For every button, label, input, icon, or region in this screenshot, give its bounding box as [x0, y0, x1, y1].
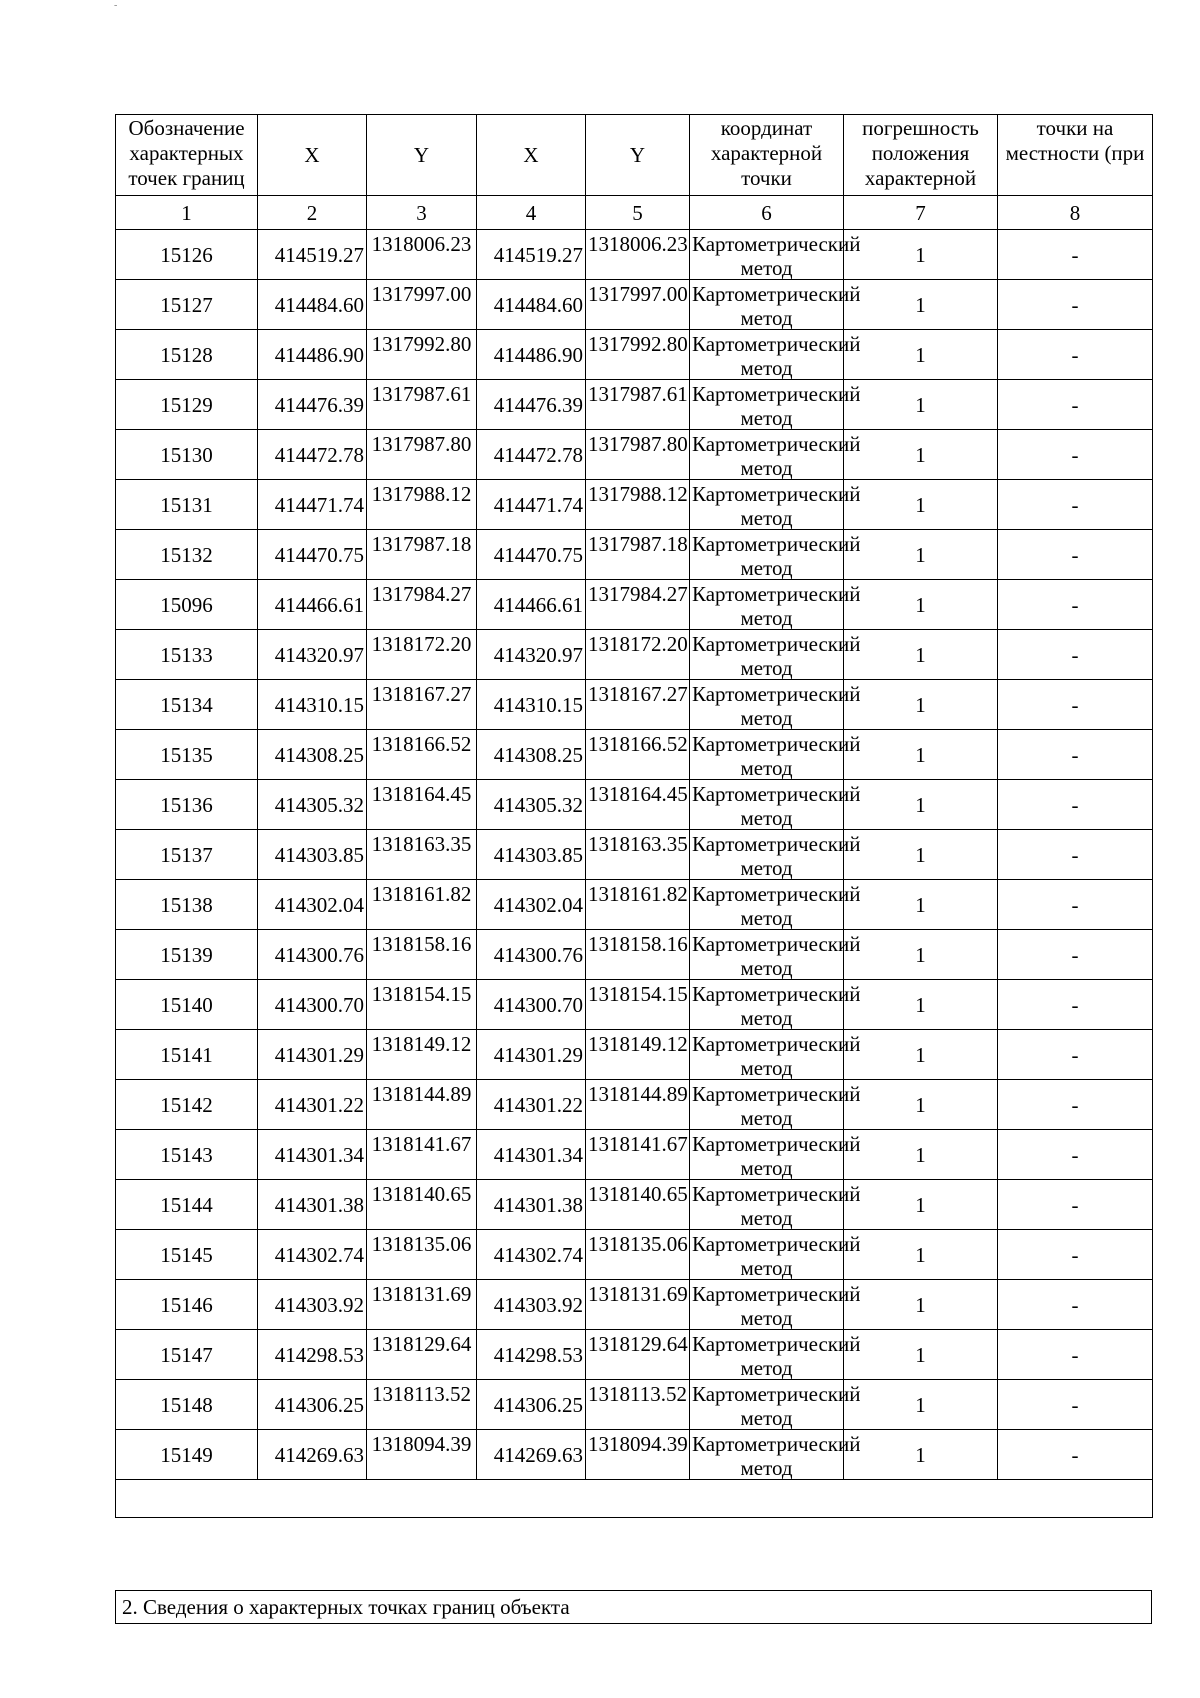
y-coordinate-cell-2: 1317984.27 — [586, 580, 690, 630]
x-coordinate-cell-2: 414300.76 — [477, 930, 586, 980]
x-coordinate-cell: 414470.75 — [258, 530, 367, 580]
x-coordinate-cell-2: 414303.92 — [477, 1280, 586, 1330]
point-id-cell: 15147 — [116, 1330, 258, 1380]
x-coordinate-cell-2: 414301.29 — [477, 1030, 586, 1080]
accuracy-cell: 1 — [844, 1330, 998, 1380]
method-cell: Картометрический метод — [690, 1180, 844, 1230]
note-cell: - — [998, 1430, 1153, 1480]
accuracy-cell: 1 — [844, 1280, 998, 1330]
note-cell: - — [998, 930, 1153, 980]
column-number: 3 — [367, 196, 477, 230]
x-coordinate-cell: 414302.74 — [258, 1230, 367, 1280]
y-coordinate-cell-2: 1317988.12 — [586, 480, 690, 530]
x-coordinate-cell-2: 414486.90 — [477, 330, 586, 380]
y-coordinate-cell: 1318131.69 — [367, 1280, 477, 1330]
table-row — [116, 530, 1153, 580]
x-coordinate-cell-2: 414302.74 — [477, 1230, 586, 1280]
accuracy-cell: 1 — [844, 1380, 998, 1430]
x-coordinate-cell-2: 414302.04 — [477, 880, 586, 930]
accuracy-cell: 1 — [844, 830, 998, 880]
accuracy-cell: 1 — [844, 380, 998, 430]
note-cell: - — [998, 1130, 1153, 1180]
x-coordinate-cell: 414301.38 — [258, 1180, 367, 1230]
header-x: X — [258, 115, 367, 196]
note-cell: - — [998, 580, 1153, 630]
y-coordinate-cell: 1318135.06 — [367, 1230, 477, 1280]
header-y: Y — [367, 115, 477, 196]
y-coordinate-cell-2: 1318131.69 — [586, 1280, 690, 1330]
x-coordinate-cell-2: 414308.25 — [477, 730, 586, 780]
table-row — [116, 930, 1153, 980]
accuracy-cell: 1 — [844, 580, 998, 630]
point-id-cell: 15134 — [116, 680, 258, 730]
y-coordinate-cell-2: 1318164.45 — [586, 780, 690, 830]
accuracy-cell: 1 — [844, 480, 998, 530]
table-row — [116, 380, 1153, 430]
point-id-cell: 15130 — [116, 430, 258, 480]
y-coordinate-cell-2: 1318166.52 — [586, 730, 690, 780]
y-coordinate-cell-2: 1318149.12 — [586, 1030, 690, 1080]
x-coordinate-cell: 414519.27 — [258, 230, 367, 280]
y-coordinate-cell: 1318144.89 — [367, 1080, 477, 1130]
point-id-cell: 15138 — [116, 880, 258, 930]
point-id-cell: 15137 — [116, 830, 258, 880]
table-row — [116, 1080, 1153, 1130]
note-cell: - — [998, 1030, 1153, 1080]
table-row — [116, 330, 1153, 380]
table-row — [116, 280, 1153, 330]
method-cell: Картометрический метод — [690, 530, 844, 580]
x-coordinate-cell: 414301.29 — [258, 1030, 367, 1080]
point-id-cell: 15126 — [116, 230, 258, 280]
coordinates-table — [115, 114, 1153, 1518]
x-coordinate-cell: 414301.22 — [258, 1080, 367, 1130]
y-coordinate-cell-2: 1318172.20 — [586, 630, 690, 680]
note-cell: - — [998, 730, 1153, 780]
x-coordinate-cell: 414302.04 — [258, 880, 367, 930]
x-coordinate-cell: 414320.97 — [258, 630, 367, 680]
y-coordinate-cell: 1317997.00 — [367, 280, 477, 330]
method-cell: Картометрический метод — [690, 730, 844, 780]
column-number: 5 — [586, 196, 690, 230]
y-coordinate-cell-2: 1318094.39 — [586, 1430, 690, 1480]
accuracy-cell: 1 — [844, 530, 998, 580]
note-cell: - — [998, 780, 1153, 830]
note-cell: - — [998, 680, 1153, 730]
y-coordinate-cell: 1317987.18 — [367, 530, 477, 580]
y-coordinate-cell-2: 1318140.65 — [586, 1180, 690, 1230]
point-id-cell: 15132 — [116, 530, 258, 580]
method-cell: Картометрический метод — [690, 830, 844, 880]
x-coordinate-cell: 414298.53 — [258, 1330, 367, 1380]
accuracy-cell: 1 — [844, 630, 998, 680]
header-coordinate-method: координат характерной точки — [690, 115, 844, 196]
point-id-cell: 15135 — [116, 730, 258, 780]
table-row — [116, 880, 1153, 930]
table-row — [116, 230, 1153, 280]
point-id-cell: 15146 — [116, 1280, 258, 1330]
method-cell: Картометрический метод — [690, 1080, 844, 1130]
note-cell: - — [998, 1330, 1153, 1380]
point-id-cell: 15129 — [116, 380, 258, 430]
y-coordinate-cell: 1318129.64 — [367, 1330, 477, 1380]
x-coordinate-cell: 414303.85 — [258, 830, 367, 880]
note-cell: - — [998, 480, 1153, 530]
x-coordinate-cell-2: 414301.38 — [477, 1180, 586, 1230]
accuracy-cell: 1 — [844, 680, 998, 730]
method-cell: Картометрический метод — [690, 1430, 844, 1480]
table-row — [116, 480, 1153, 530]
y-coordinate-cell-2: 1318161.82 — [586, 880, 690, 930]
y-coordinate-cell: 1317987.61 — [367, 380, 477, 430]
x-coordinate-cell: 414306.25 — [258, 1380, 367, 1430]
table-row — [116, 630, 1153, 680]
note-cell: - — [998, 1380, 1153, 1430]
accuracy-cell: 1 — [844, 330, 998, 380]
note-cell: - — [998, 230, 1153, 280]
point-id-cell: 15145 — [116, 1230, 258, 1280]
y-coordinate-cell: 1318149.12 — [367, 1030, 477, 1080]
y-coordinate-cell: 1317988.12 — [367, 480, 477, 530]
x-coordinate-cell: 414305.32 — [258, 780, 367, 830]
y-coordinate-cell: 1317984.27 — [367, 580, 477, 630]
point-id-cell: 15142 — [116, 1080, 258, 1130]
note-cell: - — [998, 830, 1153, 880]
point-id-cell: 15149 — [116, 1430, 258, 1480]
point-id-cell: 15140 — [116, 980, 258, 1030]
x-coordinate-cell-2: 414476.39 — [477, 380, 586, 430]
accuracy-cell: 1 — [844, 430, 998, 480]
y-coordinate-cell-2: 1317987.18 — [586, 530, 690, 580]
point-id-cell: 15143 — [116, 1130, 258, 1180]
point-id-cell: 15096 — [116, 580, 258, 630]
table-row — [116, 430, 1153, 480]
y-coordinate-cell-2: 1318141.67 — [586, 1130, 690, 1180]
note-cell: - — [998, 430, 1153, 480]
method-cell: Картометрический метод — [690, 880, 844, 930]
method-cell: Картометрический метод — [690, 280, 844, 330]
method-cell: Картометрический метод — [690, 230, 844, 280]
y-coordinate-cell: 1318154.15 — [367, 980, 477, 1030]
x-coordinate-cell: 414300.76 — [258, 930, 367, 980]
method-cell: Картометрический метод — [690, 630, 844, 680]
x-coordinate-cell: 414310.15 — [258, 680, 367, 730]
note-cell: - — [998, 1080, 1153, 1130]
y-coordinate-cell-2: 1318144.89 — [586, 1080, 690, 1130]
empty-table-row — [116, 1480, 1153, 1518]
method-cell: Картометрический метод — [690, 380, 844, 430]
y-coordinate-cell-2: 1318158.16 — [586, 930, 690, 980]
x-coordinate-cell-2: 414470.75 — [477, 530, 586, 580]
point-id-cell: 15128 — [116, 330, 258, 380]
method-cell: Картометрический метод — [690, 930, 844, 980]
x-coordinate-cell-2: 414298.53 — [477, 1330, 586, 1380]
table-row — [116, 730, 1153, 780]
method-cell: Картометрический метод — [690, 580, 844, 630]
method-cell: Картометрический метод — [690, 480, 844, 530]
y-coordinate-cell: 1317992.80 — [367, 330, 477, 380]
y-coordinate-cell-2: 1318113.52 — [586, 1380, 690, 1430]
y-coordinate-cell: 1318167.27 — [367, 680, 477, 730]
table-row — [116, 1180, 1153, 1230]
note-cell: - — [998, 880, 1153, 930]
accuracy-cell: 1 — [844, 1130, 998, 1180]
x-coordinate-cell: 414486.90 — [258, 330, 367, 380]
table-row — [116, 1430, 1153, 1480]
y-coordinate-cell: 1318140.65 — [367, 1180, 477, 1230]
note-cell: - — [998, 330, 1153, 380]
section-title: 2. Сведения о характерных точках границ объекта — [115, 1590, 1152, 1624]
accuracy-cell: 1 — [844, 1230, 998, 1280]
accuracy-cell: 1 — [844, 230, 998, 280]
method-cell: Картометрический метод — [690, 1030, 844, 1080]
point-id-cell: 15136 — [116, 780, 258, 830]
note-cell: - — [998, 380, 1153, 430]
x-coordinate-cell: 414303.92 — [258, 1280, 367, 1330]
table-row — [116, 830, 1153, 880]
table-row — [116, 980, 1153, 1030]
accuracy-cell: 1 — [844, 980, 998, 1030]
header-y-2: Y — [586, 115, 690, 196]
table-row — [116, 580, 1153, 630]
table-row — [116, 780, 1153, 830]
y-coordinate-cell-2: 1318135.06 — [586, 1230, 690, 1280]
header-position-error: погрешность положения характерной — [844, 115, 998, 196]
point-id-cell: 15127 — [116, 280, 258, 330]
table-row — [116, 680, 1153, 730]
accuracy-cell: 1 — [844, 730, 998, 780]
method-cell: Картометрический метод — [690, 330, 844, 380]
column-number: 4 — [477, 196, 586, 230]
method-cell: Картометрический метод — [690, 680, 844, 730]
x-coordinate-cell: 414300.70 — [258, 980, 367, 1030]
table-row — [116, 1280, 1153, 1330]
note-cell: - — [998, 1280, 1153, 1330]
x-coordinate-cell: 414301.34 — [258, 1130, 367, 1180]
table-row — [116, 1130, 1153, 1180]
accuracy-cell: 1 — [844, 1430, 998, 1480]
method-cell: Картометрический метод — [690, 1380, 844, 1430]
x-coordinate-cell-2: 414301.22 — [477, 1080, 586, 1130]
y-coordinate-cell: 1317987.80 — [367, 430, 477, 480]
x-coordinate-cell-2: 414472.78 — [477, 430, 586, 480]
x-coordinate-cell: 414471.74 — [258, 480, 367, 530]
x-coordinate-cell-2: 414306.25 — [477, 1380, 586, 1430]
point-id-cell: 15139 — [116, 930, 258, 980]
x-coordinate-cell-2: 414301.34 — [477, 1130, 586, 1180]
y-coordinate-cell: 1318172.20 — [367, 630, 477, 680]
y-coordinate-cell-2: 1317987.61 — [586, 380, 690, 430]
y-coordinate-cell-2: 1318129.64 — [586, 1330, 690, 1380]
table-header-row — [116, 115, 1153, 196]
column-number: 7 — [844, 196, 998, 230]
x-coordinate-cell-2: 414484.60 — [477, 280, 586, 330]
x-coordinate-cell-2: 414320.97 — [477, 630, 586, 680]
column-number: 1 — [116, 196, 258, 230]
method-cell: Картометрический метод — [690, 1330, 844, 1380]
point-id-cell: 15144 — [116, 1180, 258, 1230]
note-cell: - — [998, 980, 1153, 1030]
column-number: 2 — [258, 196, 367, 230]
note-cell: - — [998, 280, 1153, 330]
x-coordinate-cell: 414476.39 — [258, 380, 367, 430]
scan-mark: - — [114, 0, 118, 11]
accuracy-cell: 1 — [844, 930, 998, 980]
y-coordinate-cell-2: 1317997.00 — [586, 280, 690, 330]
y-coordinate-cell-2: 1318167.27 — [586, 680, 690, 730]
y-coordinate-cell: 1318161.82 — [367, 880, 477, 930]
x-coordinate-cell-2: 414471.74 — [477, 480, 586, 530]
x-coordinate-cell: 414484.60 — [258, 280, 367, 330]
x-coordinate-cell: 414308.25 — [258, 730, 367, 780]
column-number: 8 — [998, 196, 1153, 230]
column-number-row — [116, 196, 1153, 230]
y-coordinate-cell: 1318166.52 — [367, 730, 477, 780]
x-coordinate-cell: 414466.61 — [258, 580, 367, 630]
point-id-cell: 15133 — [116, 630, 258, 680]
accuracy-cell: 1 — [844, 1180, 998, 1230]
method-cell: Картометрический метод — [690, 1230, 844, 1280]
header-x-2: X — [477, 115, 586, 196]
accuracy-cell: 1 — [844, 880, 998, 930]
x-coordinate-cell: 414269.63 — [258, 1430, 367, 1480]
y-coordinate-cell-2: 1318163.35 — [586, 830, 690, 880]
column-number: 6 — [690, 196, 844, 230]
table-row — [116, 1030, 1153, 1080]
method-cell: Картометрический метод — [690, 1130, 844, 1180]
method-cell: Картометрический метод — [690, 980, 844, 1030]
y-coordinate-cell: 1318163.35 — [367, 830, 477, 880]
y-coordinate-cell: 1318164.45 — [367, 780, 477, 830]
y-coordinate-cell-2: 1317987.80 — [586, 430, 690, 480]
x-coordinate-cell: 414472.78 — [258, 430, 367, 480]
y-coordinate-cell: 1318141.67 — [367, 1130, 477, 1180]
y-coordinate-cell: 1318094.39 — [367, 1430, 477, 1480]
y-coordinate-cell: 1318113.52 — [367, 1380, 477, 1430]
note-cell: - — [998, 1230, 1153, 1280]
x-coordinate-cell-2: 414310.15 — [477, 680, 586, 730]
table-row — [116, 1230, 1153, 1280]
point-id-cell: 15131 — [116, 480, 258, 530]
accuracy-cell: 1 — [844, 780, 998, 830]
x-coordinate-cell-2: 414466.61 — [477, 580, 586, 630]
x-coordinate-cell-2: 414269.63 — [477, 1430, 586, 1480]
x-coordinate-cell-2: 414305.32 — [477, 780, 586, 830]
table-row — [116, 1330, 1153, 1380]
x-coordinate-cell-2: 414303.85 — [477, 830, 586, 880]
note-cell: - — [998, 1180, 1153, 1230]
y-coordinate-cell: 1318158.16 — [367, 930, 477, 980]
method-cell: Картометрический метод — [690, 780, 844, 830]
header-point-designation: Обозначение характерных точек границ — [116, 115, 258, 196]
y-coordinate-cell-2: 1318006.23 — [586, 230, 690, 280]
x-coordinate-cell-2: 414300.70 — [477, 980, 586, 1030]
point-id-cell: 15148 — [116, 1380, 258, 1430]
table-row — [116, 1380, 1153, 1430]
accuracy-cell: 1 — [844, 280, 998, 330]
empty-cell — [116, 1480, 1153, 1518]
method-cell: Картометрический метод — [690, 430, 844, 480]
y-coordinate-cell-2: 1318154.15 — [586, 980, 690, 1030]
header-ground-points: точки на местности (при — [998, 115, 1153, 196]
point-id-cell: 15141 — [116, 1030, 258, 1080]
x-coordinate-cell-2: 414519.27 — [477, 230, 586, 280]
accuracy-cell: 1 — [844, 1080, 998, 1130]
note-cell: - — [998, 530, 1153, 580]
method-cell: Картометрический метод — [690, 1280, 844, 1330]
note-cell: - — [998, 630, 1153, 680]
y-coordinate-cell-2: 1317992.80 — [586, 330, 690, 380]
y-coordinate-cell: 1318006.23 — [367, 230, 477, 280]
accuracy-cell: 1 — [844, 1030, 998, 1080]
